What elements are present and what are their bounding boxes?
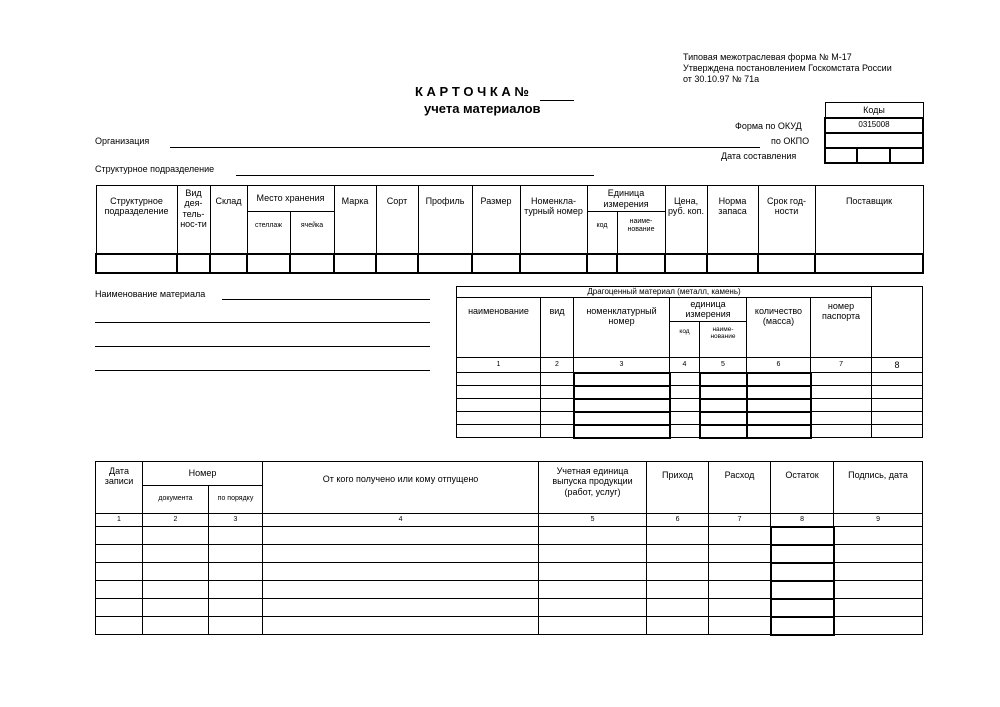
t2-cell[interactable] bbox=[541, 373, 574, 386]
t3-header-order: по порядку bbox=[209, 486, 263, 514]
t2-data-row bbox=[457, 425, 923, 438]
t3-num: 5 bbox=[539, 514, 647, 527]
t2-cell[interactable] bbox=[872, 425, 923, 438]
t1-data-row bbox=[96, 254, 923, 273]
t1-header-supplier: Поставщик bbox=[815, 186, 923, 254]
t2-header-qty: количество (масса) bbox=[747, 298, 811, 358]
t3-cell[interactable] bbox=[709, 527, 771, 545]
t3-num: 3 bbox=[209, 514, 263, 527]
t3-cell[interactable] bbox=[263, 545, 539, 563]
t2-cell[interactable] bbox=[541, 425, 574, 438]
t2-num: 1 bbox=[457, 358, 541, 373]
t2-cell[interactable] bbox=[574, 412, 670, 425]
t1-cell[interactable] bbox=[665, 254, 707, 273]
t2-cell[interactable] bbox=[872, 399, 923, 412]
t1-cell[interactable] bbox=[96, 254, 177, 273]
t3-cell[interactable] bbox=[539, 545, 647, 563]
t1-cell[interactable] bbox=[617, 254, 665, 273]
t2-cell[interactable] bbox=[747, 425, 811, 438]
t1-header-profile: Профиль bbox=[418, 186, 472, 254]
t1-cell[interactable] bbox=[210, 254, 247, 273]
t2-cell[interactable] bbox=[457, 399, 541, 412]
t3-data-row bbox=[96, 527, 923, 545]
t3-header-signature: Подпись, дата bbox=[834, 462, 923, 514]
t2-num: 5 bbox=[700, 358, 747, 373]
t2-cell[interactable] bbox=[541, 386, 574, 399]
t3-cell[interactable] bbox=[647, 581, 709, 599]
t3-header-expense: Расход bbox=[709, 462, 771, 514]
t1-cell[interactable] bbox=[758, 254, 815, 273]
t3-cell[interactable] bbox=[647, 617, 709, 635]
t3-data-row bbox=[96, 581, 923, 599]
t2-cell[interactable] bbox=[574, 399, 670, 412]
t3-cell[interactable] bbox=[647, 545, 709, 563]
t2-cell[interactable] bbox=[872, 386, 923, 399]
t3-cell[interactable] bbox=[96, 617, 143, 635]
t1-cell[interactable] bbox=[707, 254, 758, 273]
t2-data-row bbox=[457, 399, 923, 412]
t3-header-number: Номер bbox=[143, 462, 263, 486]
t3-cell[interactable] bbox=[143, 599, 209, 617]
t2-cell[interactable] bbox=[574, 373, 670, 386]
t1-header-storage: Место хранения bbox=[247, 186, 334, 212]
t3-numbers-row bbox=[96, 514, 923, 527]
t1-header-grade: Сорт bbox=[376, 186, 418, 254]
material-name-label: Наименование материала bbox=[95, 289, 206, 299]
t3-cell[interactable] bbox=[263, 599, 539, 617]
t2-header-name: наименование bbox=[457, 298, 541, 358]
t3-cell[interactable] bbox=[834, 527, 923, 545]
t2-cell[interactable] bbox=[457, 412, 541, 425]
t1-header-size: Размер bbox=[472, 186, 520, 254]
t3-balance-cell[interactable] bbox=[771, 599, 834, 617]
t2-cell[interactable] bbox=[747, 412, 811, 425]
t3-balance-cell[interactable] bbox=[771, 581, 834, 599]
t3-cell[interactable] bbox=[143, 563, 209, 581]
t2-cell[interactable] bbox=[457, 386, 541, 399]
t3-cell[interactable] bbox=[647, 599, 709, 617]
t3-cell[interactable] bbox=[96, 527, 143, 545]
t1-header-norm: Норма запаса bbox=[707, 186, 758, 254]
t1-header-price: Цена, руб. коп. bbox=[665, 186, 707, 254]
t3-cell[interactable] bbox=[96, 545, 143, 563]
t2-header-nomenclature: номенклатурный номер bbox=[574, 298, 670, 358]
t3-cell[interactable] bbox=[209, 617, 263, 635]
t3-cell[interactable] bbox=[834, 599, 923, 617]
t1-header-nomenclature: Номенкла-турный номер bbox=[520, 186, 587, 254]
t3-cell[interactable] bbox=[263, 617, 539, 635]
form-date-line: от 30.10.97 № 71а bbox=[683, 74, 760, 84]
t3-cell[interactable] bbox=[96, 599, 143, 617]
t3-data-row bbox=[96, 563, 923, 581]
t2-cell[interactable] bbox=[670, 373, 700, 386]
t3-cell[interactable] bbox=[834, 545, 923, 563]
t2-header-unit: единица измерения bbox=[670, 298, 747, 322]
t2-cell[interactable] bbox=[670, 412, 700, 425]
material-name-line-3[interactable] bbox=[95, 346, 430, 347]
t3-num: 4 bbox=[263, 514, 539, 527]
t2-header-code: код bbox=[670, 322, 700, 358]
t2-num: 8 bbox=[872, 358, 923, 373]
t2-cell[interactable] bbox=[747, 373, 811, 386]
t2-cell[interactable] bbox=[747, 399, 811, 412]
t2-cell[interactable] bbox=[574, 425, 670, 438]
organization-field[interactable] bbox=[170, 147, 760, 148]
t1-header-unit: Единица измерения bbox=[587, 186, 665, 212]
t2-numbers-row bbox=[457, 358, 923, 373]
t3-cell[interactable] bbox=[263, 563, 539, 581]
t2-cell[interactable] bbox=[872, 373, 923, 386]
t3-cell[interactable] bbox=[709, 581, 771, 599]
okud-code: 0315008 bbox=[825, 118, 923, 133]
date-day-cell[interactable] bbox=[825, 148, 857, 163]
t1-header-activity: Вид дея-тель-нос-ти bbox=[177, 186, 210, 254]
t3-cell[interactable] bbox=[209, 581, 263, 599]
form-approval-line: Утверждена постановлением Госкомстата России bbox=[683, 63, 892, 73]
t2-header-type: вид bbox=[541, 298, 574, 358]
t3-cell[interactable] bbox=[143, 617, 209, 635]
t2-cell[interactable] bbox=[811, 425, 872, 438]
t2-cell[interactable] bbox=[457, 425, 541, 438]
t2-cell[interactable] bbox=[747, 386, 811, 399]
t1-cell[interactable] bbox=[290, 254, 334, 273]
t3-cell[interactable] bbox=[647, 563, 709, 581]
t1-cell[interactable] bbox=[815, 254, 923, 273]
t3-cell[interactable] bbox=[834, 563, 923, 581]
t2-cell[interactable] bbox=[700, 386, 747, 399]
material-name-line-4[interactable] bbox=[95, 370, 430, 371]
t1-header-rack: стеллаж bbox=[247, 212, 290, 254]
card-title: К А Р Т О Ч К А № bbox=[415, 84, 529, 99]
t3-num: 7 bbox=[709, 514, 771, 527]
t3-cell[interactable] bbox=[539, 581, 647, 599]
t3-cell[interactable] bbox=[647, 527, 709, 545]
t2-cell[interactable] bbox=[811, 386, 872, 399]
t2-cell[interactable] bbox=[574, 386, 670, 399]
t1-cell[interactable] bbox=[247, 254, 290, 273]
t3-cell[interactable] bbox=[834, 617, 923, 635]
t1-cell[interactable] bbox=[177, 254, 210, 273]
okpo-label: по ОКПО bbox=[771, 136, 810, 146]
department-label: Структурное подразделение bbox=[95, 164, 215, 174]
t2-cell[interactable] bbox=[700, 425, 747, 438]
date-year-cell[interactable] bbox=[890, 148, 923, 163]
material-attributes-table bbox=[95, 185, 924, 274]
t3-cell[interactable] bbox=[539, 527, 647, 545]
t1-header-code: код bbox=[587, 212, 617, 254]
t3-cell[interactable] bbox=[709, 563, 771, 581]
t2-num: 6 bbox=[747, 358, 811, 373]
t3-balance-cell[interactable] bbox=[771, 527, 834, 545]
material-name-line-2[interactable] bbox=[95, 322, 430, 323]
t2-cell[interactable] bbox=[811, 373, 872, 386]
t3-cell[interactable] bbox=[143, 527, 209, 545]
t2-cell[interactable] bbox=[700, 399, 747, 412]
t2-cell[interactable] bbox=[670, 386, 700, 399]
t3-cell[interactable] bbox=[539, 617, 647, 635]
t2-num: 2 bbox=[541, 358, 574, 373]
t2-cell[interactable] bbox=[700, 412, 747, 425]
date-month-cell[interactable] bbox=[857, 148, 890, 163]
codes-table bbox=[824, 102, 924, 164]
t3-cell[interactable] bbox=[709, 617, 771, 635]
t2-cell[interactable] bbox=[457, 373, 541, 386]
t2-cell[interactable] bbox=[670, 425, 700, 438]
t3-data-row bbox=[96, 599, 923, 617]
t3-num: 6 bbox=[647, 514, 709, 527]
t2-cell[interactable] bbox=[700, 373, 747, 386]
t3-num: 8 bbox=[771, 514, 834, 527]
t3-cell[interactable] bbox=[263, 527, 539, 545]
t3-num: 1 bbox=[96, 514, 143, 527]
precious-material-table bbox=[456, 286, 923, 439]
t3-header-doc: документа bbox=[143, 486, 209, 514]
t2-cell[interactable] bbox=[811, 399, 872, 412]
okud-label: Форма по ОКУД bbox=[735, 121, 802, 131]
t2-cell[interactable] bbox=[541, 412, 574, 425]
t3-cell[interactable] bbox=[96, 563, 143, 581]
t3-balance-cell[interactable] bbox=[771, 617, 834, 635]
t2-data-row bbox=[457, 412, 923, 425]
t3-data-row bbox=[96, 545, 923, 563]
t1-cell[interactable] bbox=[334, 254, 376, 273]
t2-header-unit-name: наиме-нование bbox=[700, 322, 747, 358]
t3-cell[interactable] bbox=[143, 581, 209, 599]
movement-log-table bbox=[95, 461, 923, 636]
t3-header-date: Дата записи bbox=[96, 462, 143, 514]
t1-header-warehouse: Склад bbox=[210, 186, 247, 254]
t3-cell[interactable] bbox=[539, 563, 647, 581]
t3-cell[interactable] bbox=[834, 581, 923, 599]
form-type-line: Типовая межотраслевая форма № М-17 bbox=[683, 52, 852, 62]
t2-num: 4 bbox=[670, 358, 700, 373]
t3-cell[interactable] bbox=[209, 527, 263, 545]
okpo-code-cell[interactable] bbox=[825, 133, 923, 148]
t1-cell[interactable] bbox=[587, 254, 617, 273]
t3-cell[interactable] bbox=[539, 599, 647, 617]
t3-balance-cell[interactable] bbox=[771, 563, 834, 581]
t1-header-unit-name: наиме-нование bbox=[617, 212, 665, 254]
t2-cell[interactable] bbox=[811, 412, 872, 425]
t3-cell[interactable] bbox=[143, 545, 209, 563]
t3-header-unit: Учетная единица выпуска продукции (работ, услуг) bbox=[539, 462, 647, 514]
t2-header-passport: номер паспорта bbox=[811, 298, 872, 358]
organization-label: Организация bbox=[95, 136, 150, 146]
t1-header-department: Структурное подразделение bbox=[96, 186, 177, 254]
t3-num: 9 bbox=[834, 514, 923, 527]
t1-cell[interactable] bbox=[376, 254, 418, 273]
card-number-line bbox=[540, 100, 574, 101]
t3-cell[interactable] bbox=[209, 599, 263, 617]
t1-cell[interactable] bbox=[520, 254, 587, 273]
t1-header-brand: Марка bbox=[334, 186, 376, 254]
t2-cell[interactable] bbox=[670, 399, 700, 412]
t1-header-cell: ячейка bbox=[290, 212, 334, 254]
t1-header-shelf-life: Срок год-ности bbox=[758, 186, 815, 254]
t2-header-col8 bbox=[872, 287, 923, 358]
t3-header-from-to: От кого получено или кому отпущено bbox=[263, 462, 539, 514]
t2-data-row bbox=[457, 373, 923, 386]
t3-data-row bbox=[96, 617, 923, 635]
t3-cell[interactable] bbox=[263, 581, 539, 599]
t3-cell[interactable] bbox=[709, 599, 771, 617]
t3-header-balance: Остаток bbox=[771, 462, 834, 514]
t2-data-row bbox=[457, 386, 923, 399]
t3-cell[interactable] bbox=[709, 545, 771, 563]
date-label: Дата составления bbox=[721, 151, 797, 161]
t2-cell[interactable] bbox=[541, 399, 574, 412]
t2-cell[interactable] bbox=[872, 412, 923, 425]
material-name-field[interactable] bbox=[222, 299, 430, 300]
t2-title: Драгоценный материал (металл, камень) bbox=[457, 287, 872, 298]
t3-cell[interactable] bbox=[209, 545, 263, 563]
t1-cell[interactable] bbox=[472, 254, 520, 273]
t2-num: 7 bbox=[811, 358, 872, 373]
t2-num: 3 bbox=[574, 358, 670, 373]
card-subtitle: учета материалов bbox=[424, 101, 541, 116]
department-field[interactable] bbox=[236, 175, 594, 176]
t3-balance-cell[interactable] bbox=[771, 545, 834, 563]
t3-cell[interactable] bbox=[209, 563, 263, 581]
t1-cell[interactable] bbox=[418, 254, 472, 273]
t3-num: 2 bbox=[143, 514, 209, 527]
codes-header: Коды bbox=[825, 103, 923, 118]
t3-cell[interactable] bbox=[96, 581, 143, 599]
t3-header-income: Приход bbox=[647, 462, 709, 514]
